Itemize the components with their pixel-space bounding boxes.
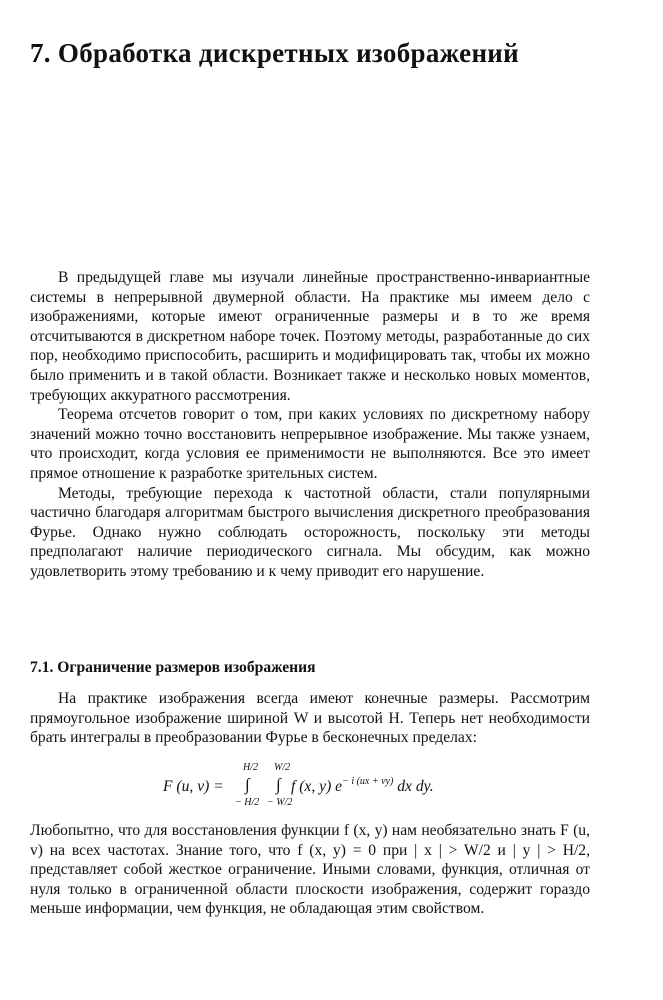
chapter-title: 7. Обработка дискретных изображений (30, 38, 520, 68)
intro-paragraph-2: Теорема отсчетов говорит о том, при каких условиях по дискретному набору значений можно точно восстановить непрерывное изображение. Мы также узнаем, что происходит, когда условия ее применимости не выполняются. Все это имеет прямое отношение к разработке зрительных систем. (30, 406, 590, 482)
integral-sign-2: ∫ (276, 775, 281, 794)
section-paragraph-1: На практике изображения всегда имеют конечные размеры. Рассмотрим прямоугольное изображение шириной W и высотой H. Теперь нет необходимости брать интегралы в преобразовании Фурье в бесконечных пределах: (30, 690, 590, 747)
formula-body (291, 778, 434, 796)
formula-upper-limit-2: W/2 (274, 762, 291, 773)
intro-text (30, 268, 590, 582)
formula-lower-limit-1: − H/2 (235, 797, 260, 808)
integral-sign-1: ∫ (245, 775, 250, 794)
intro-paragraph-1: В предыдущей главе мы изучали линейные пространственно-инвариантные системы в непрерывной двумерной области. На практике мы имеем дело с изображениями, которые имеют ограниченные размеры и в то же время отсчитываются в дискретном наборе точек. Поэтому методы, разработанные до сих пор, необходимо приспособить, расширить и модифицировать так, чтобы их можно было применить и в такой области. Возникает также и несколько новых моментов, требующих аккуратного рассмотрения. (30, 269, 590, 404)
formula-lower-limit-2: − W/2 (267, 797, 293, 808)
section-paragraph-2: Любопытно, что для восстановления функции f (x, y) нам необязательно знать F (u, v) на всех частотах. Знание того, что f (x, y) = 0 при | x | > W/2 и | y | > H/2, представляет собой жесткое ограничение. Иными словами, функция, отличная от нуля только в ограниченной области плоскости изображения, содержит гораздо меньше информации, чем функция, не обладающая этим свойством. (30, 822, 590, 918)
section-text-continued (30, 821, 590, 919)
formula-lhs: F (u, v) = (163, 778, 224, 795)
fourier-formula (163, 760, 493, 810)
formula-integrand: f (x, y) e (291, 778, 343, 795)
formula-differential: dx dy. (397, 778, 434, 795)
formula-upper-limit-1: H/2 (243, 762, 258, 773)
section-title: 7.1. Ограничение размеров изображения (30, 659, 316, 676)
intro-paragraph-3: Методы, требующие перехода к частотной области, стали популярными частично благодаря алгоритмам быстрого вычисления дискретного преобразования Фурье. Однако нужно соблюдать осторожность, поскольку эти методы предполагают наличие периодического сигнала. Мы обсудим, как можно удовлетворить этому требованию и к чему приводит его нарушение. (30, 484, 590, 580)
section-text (30, 689, 590, 748)
formula-exponent: − i (ux + vy) (342, 776, 394, 787)
